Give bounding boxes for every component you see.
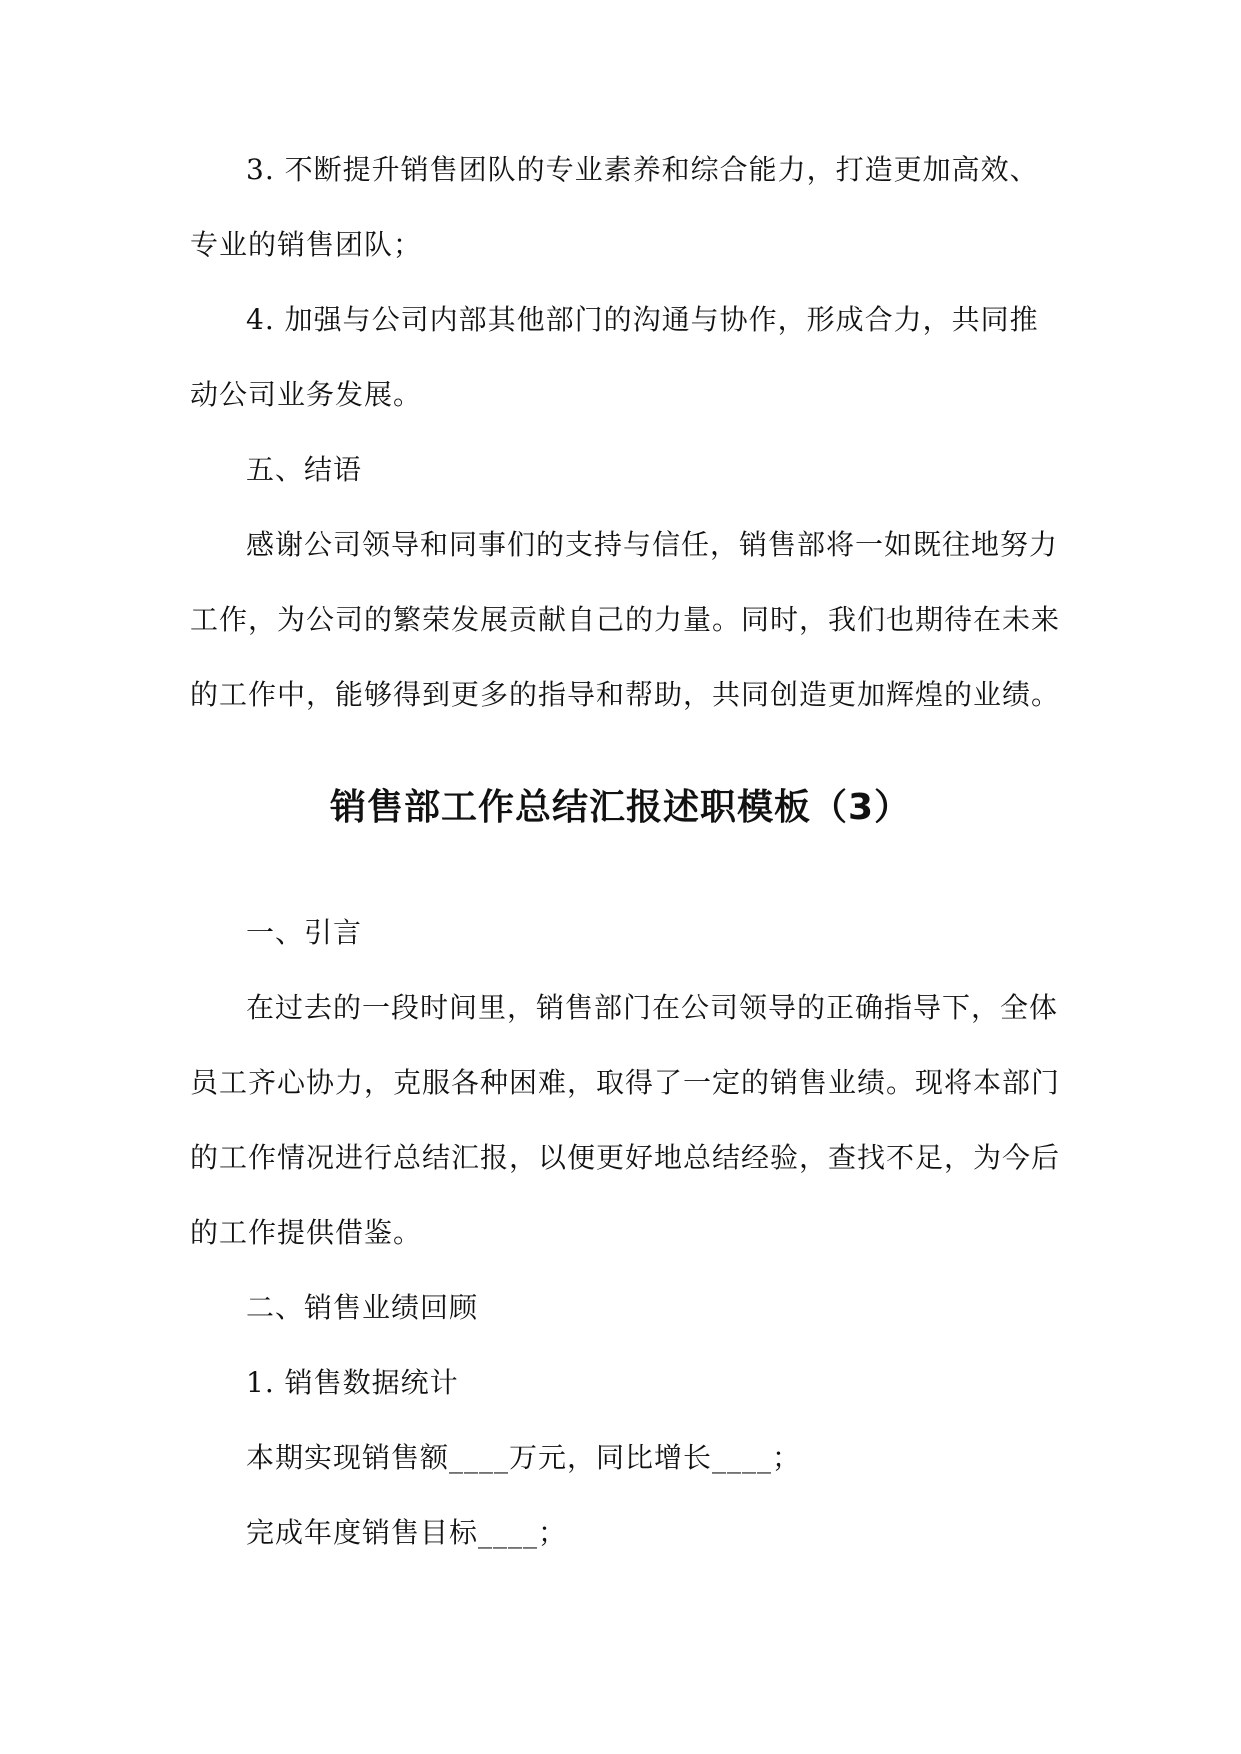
sales-amount-line: 本期实现销售额____万元，同比增长____；	[246, 1441, 802, 1474]
paragraph-item-4: 4. 加强与公司内部其他部门的沟通与协作，形成合力，共同推动公司业务发展。	[190, 303, 1039, 411]
heading-sales-statistics: 1. 销售数据统计	[246, 1366, 459, 1399]
paragraph-introduction: 在过去的一段时间里，销售部门在公司领导的正确指导下，全体员工齐心协力，克服各种困难，取得了一定的销售业绩。现将本部门的工作情况进行总结汇报，以便更好地总结经验，查找不足，为今后的工作提供借鉴。	[190, 991, 1061, 1249]
annual-target-line: 完成年度销售目标____；	[246, 1516, 568, 1549]
heading-introduction: 一、引言	[246, 916, 363, 949]
heading-conclusion: 五、结语	[246, 453, 363, 486]
section-title: 销售部工作总结汇报述职模板（3）	[329, 787, 912, 828]
paragraph-conclusion: 感谢公司领导和同事们的支持与信任，销售部将一如既往地努力工作，为公司的繁荣发展贡献自己的力量。同时，我们也期待在未来的工作中，能够得到更多的指导和帮助，共同创造更加辉煌的业绩。	[190, 528, 1061, 711]
paragraph-item-3: 3. 不断提升销售团队的专业素养和综合能力，打造更加高效、专业的销售团队；	[190, 153, 1039, 261]
heading-sales-review: 二、销售业绩回顾	[246, 1291, 479, 1324]
